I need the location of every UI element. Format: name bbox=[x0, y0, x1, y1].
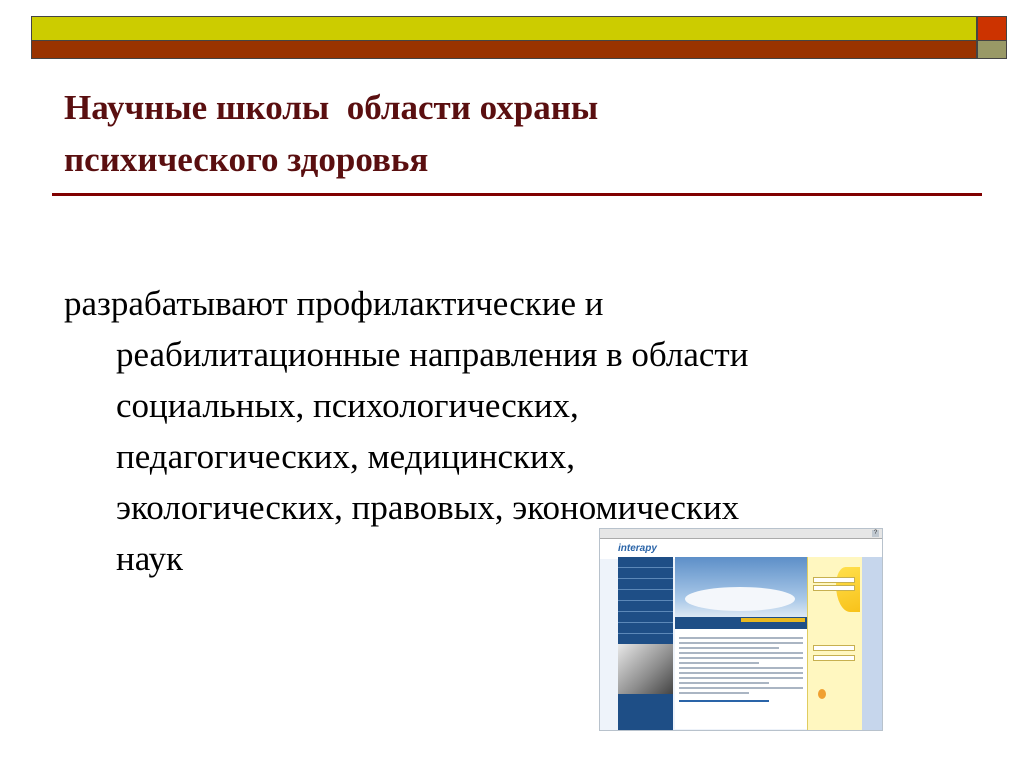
website-screenshot-image bbox=[599, 528, 883, 731]
body-line-1: разрабатывают профилактические и bbox=[64, 284, 604, 323]
slide-title-line-2: психического здоровья bbox=[64, 140, 429, 179]
site-logo: interapy bbox=[618, 543, 657, 554]
slide-title bbox=[64, 82, 964, 186]
body-line-3: социальных, психологических, bbox=[116, 386, 579, 425]
body-line-2: реабилитационные направления в области bbox=[116, 335, 749, 374]
body-line-5: экологических, правовых, экономических bbox=[116, 488, 740, 527]
header-square-red bbox=[977, 16, 1007, 41]
site-sidebar bbox=[807, 557, 863, 731]
decorative-header-bars bbox=[31, 16, 1007, 60]
help-icon: ? bbox=[873, 530, 878, 536]
body-line-6: наук bbox=[116, 539, 183, 578]
site-tabs bbox=[675, 617, 807, 629]
site-margin bbox=[862, 557, 883, 731]
site-content bbox=[675, 629, 807, 729]
title-underline bbox=[52, 193, 982, 196]
site-banner-sky bbox=[675, 557, 807, 617]
browser-address-bar bbox=[600, 529, 882, 539]
header-square-olive bbox=[977, 41, 1007, 59]
body-line-4: педагогических, медицинских, bbox=[116, 437, 575, 476]
header-bar-yellow bbox=[31, 16, 977, 41]
person-icon bbox=[818, 689, 826, 699]
site-photo bbox=[618, 644, 673, 694]
site-header bbox=[600, 539, 882, 559]
slide-title-line-1: Научные школы области охраны bbox=[64, 88, 599, 127]
header-bar-red bbox=[31, 41, 977, 59]
